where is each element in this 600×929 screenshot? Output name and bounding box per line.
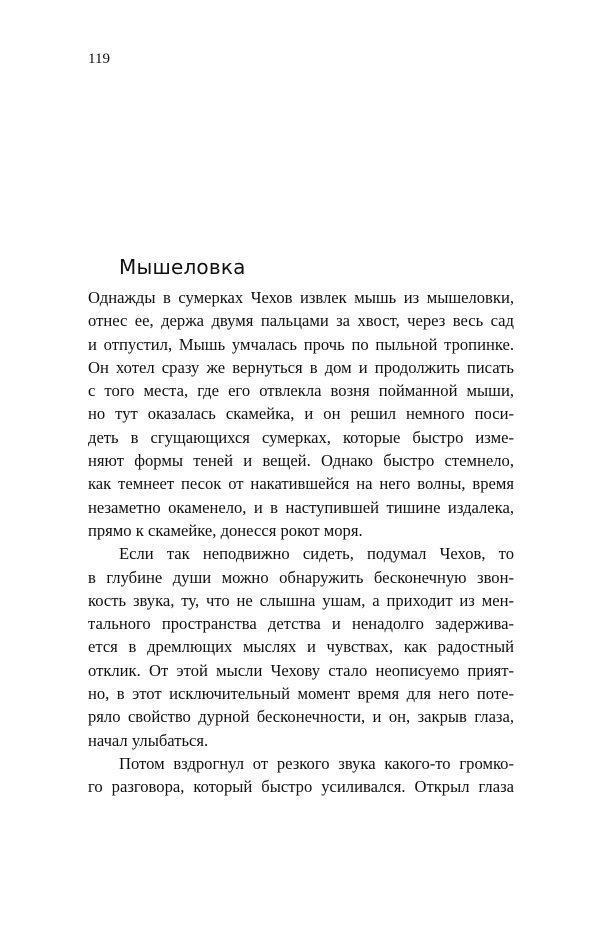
text-line: но, в этот исключительный момент время для него поте- [88,684,514,704]
paragraph-1 [88,286,514,542]
text-line: ется в дремлющих мыслях и чувствах, как радостный [88,637,514,657]
text-line: Однажды в сумерках Чехов извлек мышь из мышеловки, [88,288,514,307]
text-line: начал улыбаться. [88,730,209,750]
text-line: Потом вздрогнул от резкого звука какого-то громко- [119,753,514,773]
text-line: Если так неподвижно сидеть, подумал Чехов, то [119,544,514,564]
text-line: прямо к скамейке, донесся рокот моря. [88,520,363,540]
text-line: деть в сгущающихся сумерках, которые быстро изме- [88,427,514,447]
text-line: няют формы теней и вещей. Однако быстро стемнело, [88,451,514,471]
chapter-title: Мышеловка [119,255,246,279]
text-line: отнес ее, держа двумя пальцами за хвост, через весь сад [88,311,514,331]
text-line: ряло свойство дурной бесконечности, и он, закрыв глаза, [88,707,514,727]
text-line: кость звука, ту, что не слышна ушам, а приходит из мен- [88,590,514,610]
page-number: 119 [88,51,110,67]
body-text [88,286,514,799]
text-line: в глубине души можно обнаружить бесконечную звон- [88,567,514,587]
text-line: с того места, где его отвлекла возня пойманной мыши, [88,381,514,401]
text-line: отклик. От этой мысли Чехову стало неописуемо прият- [88,660,514,680]
paragraph-3 [88,752,514,799]
paragraph-2 [88,542,514,752]
text-line: незаметно окаменело, и в наступившей тишине издалека, [88,497,514,517]
text-line: го разговора, который быстро усиливался. Открыл глаза [88,777,514,797]
text-line: но тут оказалась скамейка, и он решил немного поси- [88,404,514,424]
text-line: и отпустил, Мышь умчалась прочь по пыльной тропинке. [88,334,514,354]
text-line: как темнеет песок от накатившейся на него волны, время [88,474,514,494]
text-line: Он хотел сразу же вернуться в дом и продолжить писать [88,357,514,377]
text-line: тального пространства детства и ненадолго задержива- [88,614,514,634]
